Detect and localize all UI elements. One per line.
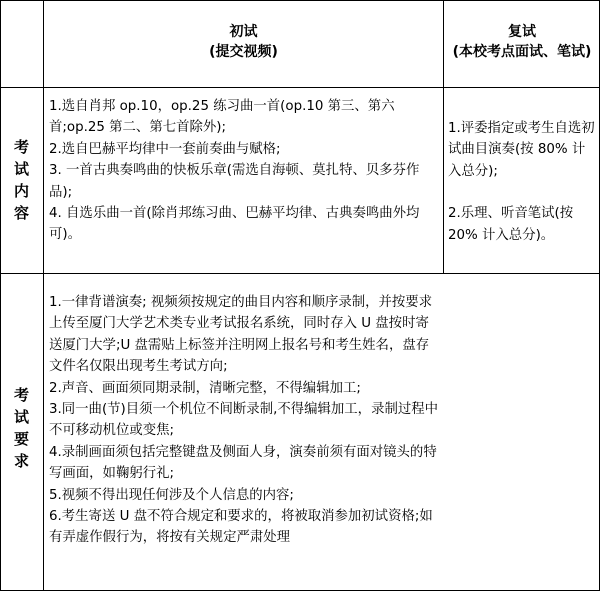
first-round-subtitle: (提交视频)	[209, 44, 278, 60]
second-round-title: 复试	[508, 24, 536, 40]
grid-line	[0, 273, 600, 274]
content-item: 3. 一首古典奏鸣曲的快板乐章(需选自海顿、莫扎特、贝多芬作品);	[49, 163, 420, 200]
requirement-item: 2.声音、画面须同期录制，清晰完整，不得编辑加工;	[49, 380, 361, 396]
grid-line	[43, 0, 44, 591]
requirement-item: 4.录制画面须包括完整键盘及侧面人身，演奏前须有面对镜头的特写画面，如鞠躬行礼;	[49, 444, 437, 482]
label-char: 要	[13, 430, 29, 448]
content-item: 2.乐理、听音笔试(按 20% 计入总分)。	[448, 206, 574, 243]
label-char: 容	[13, 204, 29, 222]
exam-requirements-label	[0, 384, 43, 472]
spacer	[448, 182, 598, 203]
first-round-title: 初试	[229, 24, 258, 40]
first-round-header	[44, 22, 443, 62]
label-char: 考	[13, 138, 29, 156]
second-round-content	[448, 118, 598, 246]
first-round-content	[49, 96, 440, 246]
requirement-item: 1.一律背谱演奏; 视频须按规定的曲目内容和顺序录制，并按要求上传至厦门大学艺术类专业考试报名系统，同时存入 U 盘按时寄送厦门大学;U 盘需贴上标签并注明网上报名号和考生姓名，盘存文件名仅限出现考生考试方向;	[49, 295, 433, 375]
exam-content-label	[0, 136, 43, 224]
content-item: 2.选自巴赫平均律中一套前奏曲与赋格;	[49, 141, 281, 157]
label-char: 求	[13, 452, 29, 470]
content-item: 1.评委指定或考生自选初试曲目演奏(按 80% 计入总分);	[448, 121, 595, 179]
label-char: 试	[13, 408, 29, 426]
requirements-content	[49, 292, 440, 549]
grid-line	[0, 87, 600, 88]
second-round-subtitle: (本校考点面试、笔试)	[452, 44, 592, 60]
requirement-item: 6.考生寄送 U 盘不符合规定和要求的，将被取消参加初试资格;如有弄虚作假行为，将按有关规定严肃处理	[49, 509, 433, 546]
second-round-header	[444, 22, 600, 62]
content-item: 4. 自选乐曲一首(除肖邦练习曲、巴赫平均律、古典奏鸣曲外均可)。	[49, 206, 420, 243]
requirement-item: 3.同一曲(节)目须一个机位不间断录制,不得编辑加工，录制过程中不可移动机位或变焦;	[49, 402, 439, 439]
label-char: 考	[13, 386, 29, 404]
content-item: 1.选自肖邦 op.10，op.25 练习曲一首(op.10 第三、第六首;op.25 第二、第七首除外);	[49, 99, 395, 136]
requirement-item: 5.视频不得出现任何涉及个人信息的内容;	[49, 487, 294, 503]
label-char: 试	[13, 160, 29, 178]
label-char: 内	[13, 182, 29, 200]
